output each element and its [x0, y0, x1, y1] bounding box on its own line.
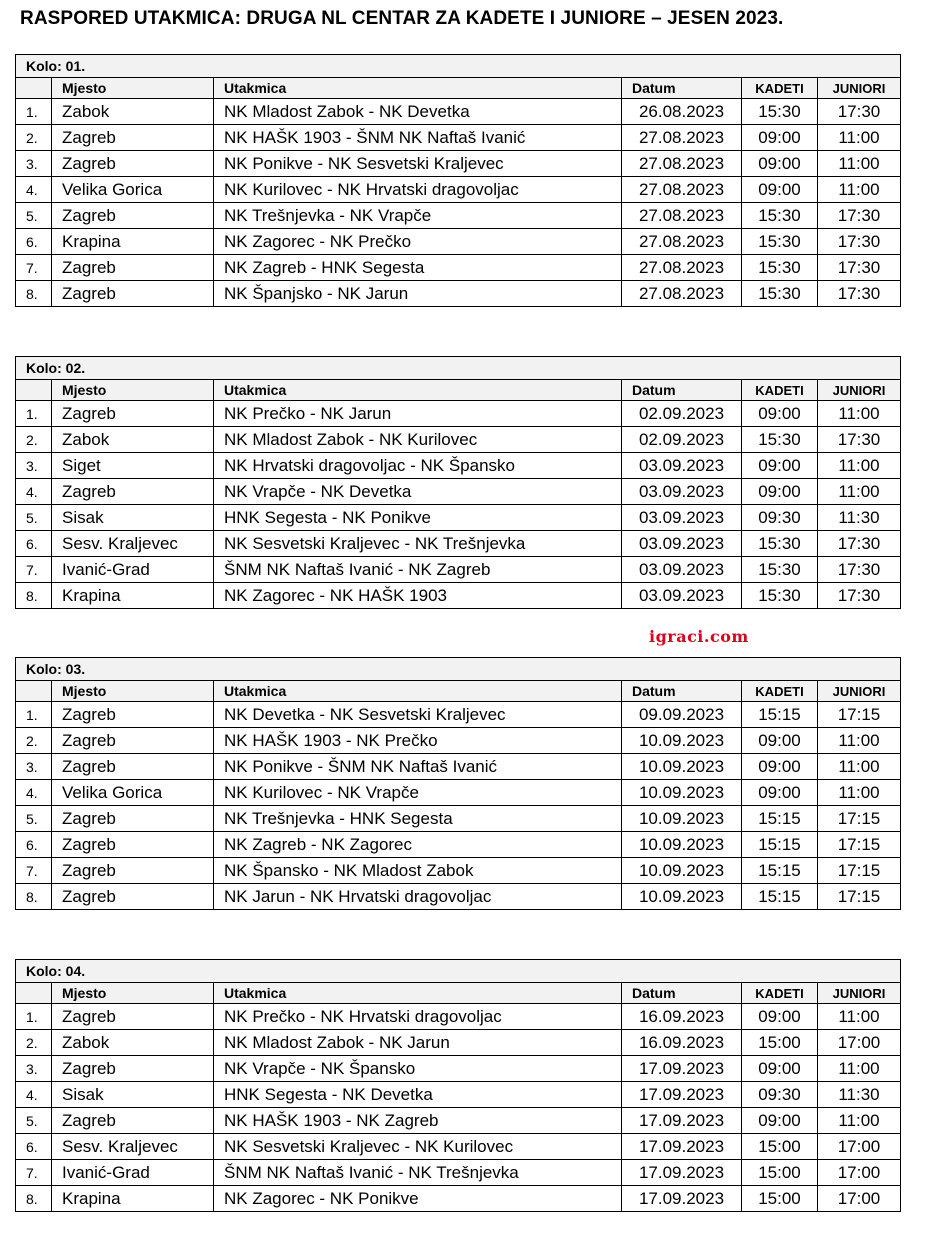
cell-utakmica: NK Trešnjevka - HNK Segesta: [214, 806, 622, 832]
cell-datum: 02.09.2023: [622, 401, 742, 427]
cell-utakmica: NK Prečko - NK Jarun: [214, 401, 622, 427]
cell-mjesto: Zagreb: [52, 401, 214, 427]
cell-mjesto: Zagreb: [52, 479, 214, 505]
column-header-kadeti: KADETI: [742, 983, 818, 1004]
watermark-logo: igraci.com: [649, 627, 749, 646]
cell-utakmica: NK Jarun - NK Hrvatski dragovoljac: [214, 884, 622, 910]
cell-datum: 17.09.2023: [622, 1134, 742, 1160]
table-row: [16, 1004, 901, 1030]
cell-mjesto: Zagreb: [52, 1056, 214, 1082]
column-header-datum: Datum: [622, 681, 742, 702]
cell-mjesto: Zabok: [52, 1030, 214, 1056]
column-header-mjesto: Mjesto: [52, 78, 214, 99]
cell-kadeti: 09:00: [742, 401, 818, 427]
table-row: [16, 401, 901, 427]
cell-mjesto: Sesv. Kraljevec: [52, 531, 214, 557]
cell-mjesto: Krapina: [52, 229, 214, 255]
cell-mjesto: Zagreb: [52, 832, 214, 858]
cell-no: 2.: [16, 1030, 52, 1056]
cell-kadeti: 15:30: [742, 255, 818, 281]
column-header-utakmica: Utakmica: [214, 681, 622, 702]
cell-mjesto: Krapina: [52, 583, 214, 609]
cell-mjesto: Zagreb: [52, 151, 214, 177]
cell-juniori: 17:00: [818, 1134, 901, 1160]
cell-mjesto: Sesv. Kraljevec: [52, 1134, 214, 1160]
cell-datum: 10.09.2023: [622, 884, 742, 910]
cell-mjesto: Zagreb: [52, 728, 214, 754]
column-header-kadeti: KADETI: [742, 380, 818, 401]
cell-datum: 10.09.2023: [622, 832, 742, 858]
cell-no: 2.: [16, 427, 52, 453]
cell-utakmica: NK Devetka - NK Sesvetski Kraljevec: [214, 702, 622, 728]
column-headers: [16, 78, 901, 99]
column-header-utakmica: Utakmica: [214, 78, 622, 99]
cell-juniori: 11:00: [818, 754, 901, 780]
table-row: [16, 1186, 901, 1212]
cell-juniori: 17:15: [818, 858, 901, 884]
cell-kadeti: 09:00: [742, 151, 818, 177]
cell-juniori: 11:00: [818, 1004, 901, 1030]
column-headers: [16, 681, 901, 702]
table-row: [16, 780, 901, 806]
cell-kadeti: 15:15: [742, 806, 818, 832]
cell-juniori: 17:15: [818, 806, 901, 832]
cell-no: 5.: [16, 806, 52, 832]
cell-kadeti: 09:00: [742, 479, 818, 505]
round-1-table: [15, 54, 900, 307]
column-header-utakmica: Utakmica: [214, 983, 622, 1004]
cell-utakmica: ŠNM NK Naftaš Ivanić - NK Zagreb: [214, 557, 622, 583]
cell-utakmica: NK Mladost Zabok - NK Jarun: [214, 1030, 622, 1056]
cell-datum: 10.09.2023: [622, 858, 742, 884]
cell-utakmica: NK Prečko - NK Hrvatski dragovoljac: [214, 1004, 622, 1030]
table-row: [16, 255, 901, 281]
table-row: [16, 806, 901, 832]
round-label: Kolo: 04.: [16, 960, 901, 983]
cell-no: 2.: [16, 125, 52, 151]
cell-utakmica: NK Ponikve - NK Sesvetski Kraljevec: [214, 151, 622, 177]
cell-juniori: 17:30: [818, 281, 901, 307]
cell-no: 8.: [16, 884, 52, 910]
cell-no: 5.: [16, 203, 52, 229]
column-header-no: [16, 983, 52, 1004]
cell-mjesto: Krapina: [52, 1186, 214, 1212]
table-row: [16, 702, 901, 728]
cell-datum: 10.09.2023: [622, 754, 742, 780]
cell-kadeti: 09:00: [742, 728, 818, 754]
cell-utakmica: ŠNM NK Naftaš Ivanić - NK Trešnjevka: [214, 1160, 622, 1186]
table-row: [16, 479, 901, 505]
column-header-kadeti: KADETI: [742, 681, 818, 702]
cell-kadeti: 15:30: [742, 531, 818, 557]
cell-no: 1.: [16, 401, 52, 427]
table-row: [16, 151, 901, 177]
column-header-datum: Datum: [622, 78, 742, 99]
cell-utakmica: NK Mladost Zabok - NK Devetka: [214, 99, 622, 125]
cell-juniori: 17:00: [818, 1186, 901, 1212]
cell-kadeti: 15:30: [742, 583, 818, 609]
cell-mjesto: Velika Gorica: [52, 780, 214, 806]
table-row: [16, 1082, 901, 1108]
cell-datum: 16.09.2023: [622, 1030, 742, 1056]
cell-juniori: 17:30: [818, 229, 901, 255]
column-header-kadeti: KADETI: [742, 78, 818, 99]
cell-juniori: 17:30: [818, 557, 901, 583]
cell-kadeti: 09:00: [742, 125, 818, 151]
table-row: [16, 832, 901, 858]
cell-no: 3.: [16, 151, 52, 177]
round-label: Kolo: 03.: [16, 658, 901, 681]
cell-mjesto: Zagreb: [52, 125, 214, 151]
cell-mjesto: Zagreb: [52, 255, 214, 281]
cell-juniori: 11:00: [818, 1056, 901, 1082]
round-label: Kolo: 01.: [16, 55, 901, 78]
cell-datum: 03.09.2023: [622, 557, 742, 583]
cell-utakmica: NK Španjsko - NK Jarun: [214, 281, 622, 307]
cell-utakmica: NK Kurilovec - NK Hrvatski dragovoljac: [214, 177, 622, 203]
cell-kadeti: 09:00: [742, 1056, 818, 1082]
table-row: [16, 177, 901, 203]
cell-juniori: 11:00: [818, 453, 901, 479]
cell-juniori: 17:30: [818, 531, 901, 557]
cell-kadeti: 09:30: [742, 1082, 818, 1108]
cell-mjesto: Zagreb: [52, 203, 214, 229]
cell-kadeti: 15:30: [742, 99, 818, 125]
cell-utakmica: NK Kurilovec - NK Vrapče: [214, 780, 622, 806]
table-row: [16, 557, 901, 583]
cell-datum: 16.09.2023: [622, 1004, 742, 1030]
page-title: RASPORED UTAKMICA: DRUGA NL CENTAR ZA KADETE I JUNIORE – JESEN 2023.: [20, 8, 784, 29]
cell-no: 4.: [16, 1082, 52, 1108]
cell-no: 4.: [16, 177, 52, 203]
cell-juniori: 17:00: [818, 1160, 901, 1186]
cell-datum: 03.09.2023: [622, 531, 742, 557]
round-label: Kolo: 02.: [16, 357, 901, 380]
column-headers: [16, 380, 901, 401]
cell-juniori: 11:00: [818, 728, 901, 754]
cell-juniori: 11:30: [818, 505, 901, 531]
table-row: [16, 754, 901, 780]
column-header-juniori: JUNIORI: [818, 78, 901, 99]
cell-kadeti: 15:30: [742, 557, 818, 583]
cell-datum: 17.09.2023: [622, 1082, 742, 1108]
cell-mjesto: Zabok: [52, 99, 214, 125]
cell-kadeti: 15:00: [742, 1134, 818, 1160]
cell-datum: 10.09.2023: [622, 780, 742, 806]
cell-mjesto: Zagreb: [52, 702, 214, 728]
cell-mjesto: Siget: [52, 453, 214, 479]
cell-juniori: 17:15: [818, 884, 901, 910]
column-header-datum: Datum: [622, 380, 742, 401]
cell-no: 3.: [16, 754, 52, 780]
cell-mjesto: Velika Gorica: [52, 177, 214, 203]
cell-datum: 27.08.2023: [622, 177, 742, 203]
cell-datum: 10.09.2023: [622, 728, 742, 754]
table-row: [16, 453, 901, 479]
table-row: [16, 1108, 901, 1134]
cell-utakmica: NK Zagreb - HNK Segesta: [214, 255, 622, 281]
table-row: [16, 427, 901, 453]
column-header-mjesto: Mjesto: [52, 983, 214, 1004]
cell-utakmica: NK Zagorec - NK HAŠK 1903: [214, 583, 622, 609]
cell-kadeti: 09:00: [742, 177, 818, 203]
column-header-datum: Datum: [622, 983, 742, 1004]
cell-mjesto: Ivanić-Grad: [52, 1160, 214, 1186]
cell-datum: 26.08.2023: [622, 99, 742, 125]
table-row: [16, 505, 901, 531]
cell-utakmica: NK HAŠK 1903 - NK Zagreb: [214, 1108, 622, 1134]
cell-mjesto: Zagreb: [52, 281, 214, 307]
cell-kadeti: 15:00: [742, 1160, 818, 1186]
cell-kadeti: 09:00: [742, 1108, 818, 1134]
cell-utakmica: NK Sesvetski Kraljevec - NK Kurilovec: [214, 1134, 622, 1160]
round-3-table: [15, 657, 900, 910]
cell-no: 1.: [16, 99, 52, 125]
round-2-table: [15, 356, 900, 609]
cell-kadeti: 09:00: [742, 754, 818, 780]
cell-no: 4.: [16, 780, 52, 806]
cell-kadeti: 15:15: [742, 832, 818, 858]
cell-datum: 03.09.2023: [622, 583, 742, 609]
cell-mjesto: Zagreb: [52, 806, 214, 832]
cell-datum: 09.09.2023: [622, 702, 742, 728]
table-row: [16, 203, 901, 229]
cell-kadeti: 09:00: [742, 780, 818, 806]
cell-utakmica: NK Mladost Zabok - NK Kurilovec: [214, 427, 622, 453]
cell-no: 5.: [16, 505, 52, 531]
cell-utakmica: NK Vrapče - NK Špansko: [214, 1056, 622, 1082]
cell-datum: 17.09.2023: [622, 1186, 742, 1212]
cell-no: 3.: [16, 453, 52, 479]
cell-datum: 03.09.2023: [622, 505, 742, 531]
cell-no: 8.: [16, 583, 52, 609]
cell-utakmica: NK Sesvetski Kraljevec - NK Trešnjevka: [214, 531, 622, 557]
cell-juniori: 11:00: [818, 401, 901, 427]
cell-juniori: 11:30: [818, 1082, 901, 1108]
cell-no: 8.: [16, 281, 52, 307]
column-header-no: [16, 78, 52, 99]
table-row: [16, 99, 901, 125]
table-row: [16, 728, 901, 754]
column-header-no: [16, 380, 52, 401]
cell-kadeti: 15:30: [742, 281, 818, 307]
cell-utakmica: NK Trešnjevka - NK Vrapče: [214, 203, 622, 229]
cell-mjesto: Zagreb: [52, 1004, 214, 1030]
cell-datum: 17.09.2023: [622, 1108, 742, 1134]
column-header-juniori: JUNIORI: [818, 380, 901, 401]
cell-utakmica: NK Špansko - NK Mladost Zabok: [214, 858, 622, 884]
cell-no: 5.: [16, 1108, 52, 1134]
column-header-utakmica: Utakmica: [214, 380, 622, 401]
cell-no: 1.: [16, 1004, 52, 1030]
cell-no: 2.: [16, 728, 52, 754]
cell-datum: 03.09.2023: [622, 479, 742, 505]
cell-datum: 27.08.2023: [622, 229, 742, 255]
cell-no: 7.: [16, 1160, 52, 1186]
cell-kadeti: 09:30: [742, 505, 818, 531]
cell-juniori: 17:30: [818, 427, 901, 453]
cell-datum: 27.08.2023: [622, 125, 742, 151]
table-row: [16, 125, 901, 151]
column-header-mjesto: Mjesto: [52, 380, 214, 401]
cell-mjesto: Sisak: [52, 1082, 214, 1108]
cell-datum: 27.08.2023: [622, 255, 742, 281]
cell-juniori: 17:15: [818, 702, 901, 728]
cell-utakmica: HNK Segesta - NK Ponikve: [214, 505, 622, 531]
cell-no: 7.: [16, 557, 52, 583]
cell-utakmica: NK Zagorec - NK Prečko: [214, 229, 622, 255]
cell-datum: 17.09.2023: [622, 1056, 742, 1082]
cell-kadeti: 15:15: [742, 884, 818, 910]
cell-datum: 27.08.2023: [622, 151, 742, 177]
table-row: [16, 858, 901, 884]
cell-no: 4.: [16, 479, 52, 505]
cell-utakmica: NK Vrapče - NK Devetka: [214, 479, 622, 505]
cell-juniori: 11:00: [818, 1108, 901, 1134]
cell-juniori: 17:30: [818, 255, 901, 281]
table-row: [16, 1030, 901, 1056]
cell-kadeti: 15:15: [742, 858, 818, 884]
cell-kadeti: 09:00: [742, 453, 818, 479]
table-row: [16, 884, 901, 910]
cell-juniori: 11:00: [818, 780, 901, 806]
cell-mjesto: Zabok: [52, 427, 214, 453]
cell-datum: 02.09.2023: [622, 427, 742, 453]
cell-juniori: 17:30: [818, 583, 901, 609]
column-header-mjesto: Mjesto: [52, 681, 214, 702]
cell-no: 8.: [16, 1186, 52, 1212]
cell-juniori: 11:00: [818, 125, 901, 151]
cell-utakmica: NK Ponikve - ŠNM NK Naftaš Ivanić: [214, 754, 622, 780]
cell-kadeti: 15:15: [742, 702, 818, 728]
cell-kadeti: 15:00: [742, 1186, 818, 1212]
table-row: [16, 1056, 901, 1082]
cell-mjesto: Ivanić-Grad: [52, 557, 214, 583]
cell-kadeti: 09:00: [742, 1004, 818, 1030]
cell-juniori: 11:00: [818, 479, 901, 505]
column-headers: [16, 983, 901, 1004]
cell-no: 3.: [16, 1056, 52, 1082]
cell-juniori: 17:00: [818, 1030, 901, 1056]
cell-juniori: 11:00: [818, 177, 901, 203]
cell-juniori: 17:30: [818, 203, 901, 229]
cell-kadeti: 15:30: [742, 203, 818, 229]
cell-mjesto: Sisak: [52, 505, 214, 531]
table-row: [16, 583, 901, 609]
cell-mjesto: Zagreb: [52, 1108, 214, 1134]
cell-juniori: 17:15: [818, 832, 901, 858]
cell-no: 1.: [16, 702, 52, 728]
cell-utakmica: NK Hrvatski dragovoljac - NK Špansko: [214, 453, 622, 479]
cell-datum: 17.09.2023: [622, 1160, 742, 1186]
cell-mjesto: Zagreb: [52, 884, 214, 910]
column-header-juniori: JUNIORI: [818, 681, 901, 702]
cell-utakmica: NK HAŠK 1903 - ŠNM NK Naftaš Ivanić: [214, 125, 622, 151]
cell-no: 6.: [16, 531, 52, 557]
cell-kadeti: 15:00: [742, 1030, 818, 1056]
column-header-no: [16, 681, 52, 702]
round-4-table: [15, 959, 900, 1212]
cell-no: 7.: [16, 858, 52, 884]
cell-no: 6.: [16, 1134, 52, 1160]
cell-utakmica: NK HAŠK 1903 - NK Prečko: [214, 728, 622, 754]
cell-datum: 27.08.2023: [622, 281, 742, 307]
cell-mjesto: Zagreb: [52, 858, 214, 884]
cell-juniori: 17:30: [818, 99, 901, 125]
cell-juniori: 11:00: [818, 151, 901, 177]
cell-utakmica: NK Zagorec - NK Ponikve: [214, 1186, 622, 1212]
table-row: [16, 229, 901, 255]
cell-mjesto: Zagreb: [52, 754, 214, 780]
cell-datum: 27.08.2023: [622, 203, 742, 229]
cell-no: 6.: [16, 832, 52, 858]
cell-utakmica: HNK Segesta - NK Devetka: [214, 1082, 622, 1108]
column-header-juniori: JUNIORI: [818, 983, 901, 1004]
cell-datum: 10.09.2023: [622, 806, 742, 832]
table-row: [16, 281, 901, 307]
cell-datum: 03.09.2023: [622, 453, 742, 479]
cell-no: 6.: [16, 229, 52, 255]
cell-utakmica: NK Zagreb - NK Zagorec: [214, 832, 622, 858]
table-row: [16, 531, 901, 557]
table-row: [16, 1134, 901, 1160]
cell-kadeti: 15:30: [742, 229, 818, 255]
cell-kadeti: 15:30: [742, 427, 818, 453]
table-row: [16, 1160, 901, 1186]
cell-no: 7.: [16, 255, 52, 281]
